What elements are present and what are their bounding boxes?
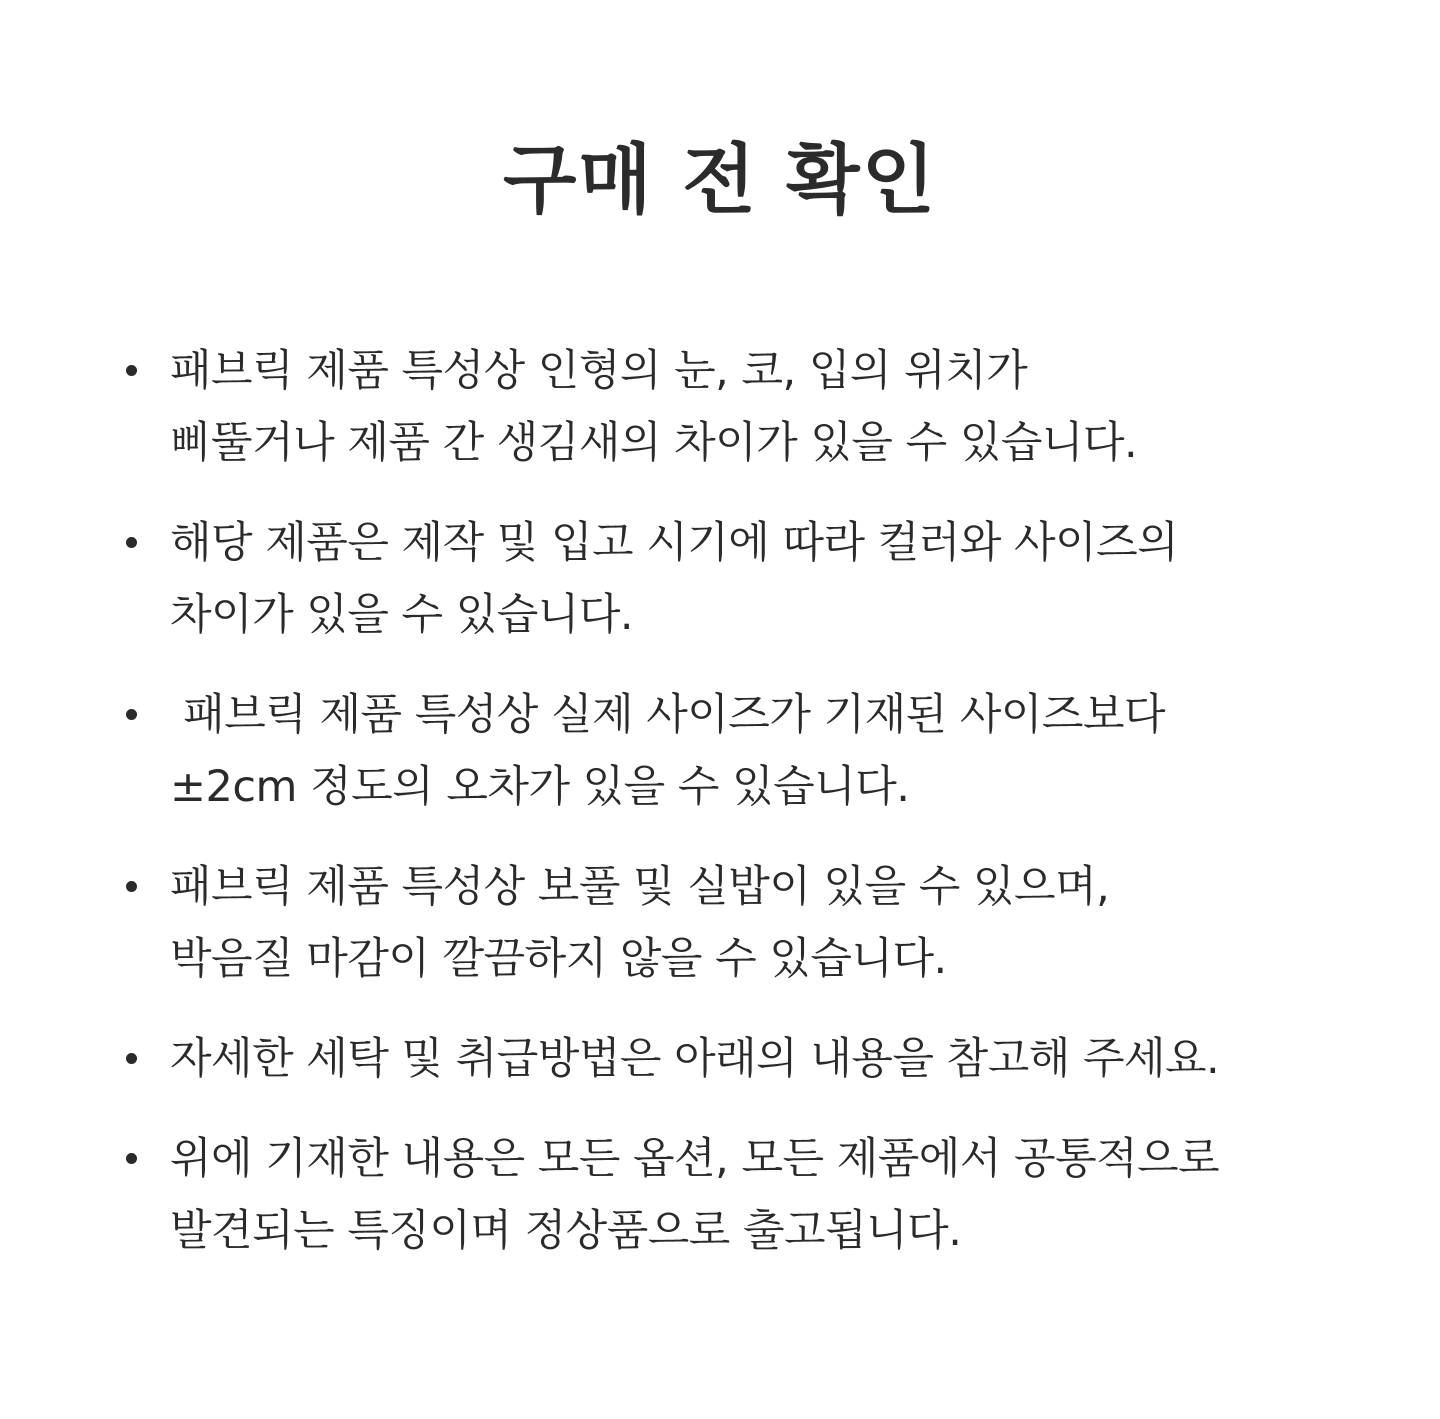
bullet-icon (126, 1153, 137, 1164)
notice-line: 패브릭 제품 특성상 보풀 및 실밥이 있을 수 있으며, (170, 862, 1110, 912)
list-item (120, 851, 1340, 995)
list-item (120, 507, 1340, 651)
notice-line: ±2cm 정도의 오차가 있을 수 있습니다. (170, 762, 910, 812)
list-item (120, 1023, 1340, 1095)
bullet-icon (126, 709, 137, 720)
notice-line: 박음질 마감이 깔끔하지 않을 수 있습니다. (170, 934, 947, 984)
notice-line: 패브릭 제품 특성상 인형의 눈, 코, 입의 위치가 (170, 346, 1028, 396)
notice-line: 패브릭 제품 특성상 실제 사이즈가 기재된 사이즈보다 (170, 690, 1166, 740)
list-item (120, 1123, 1340, 1267)
bullet-icon (126, 881, 137, 892)
notice-line: 자세한 세탁 및 취급방법은 아래의 내용을 참고해 주세요. (170, 1034, 1220, 1084)
notice-line: 위에 기재한 내용은 모든 옵션, 모든 제품에서 공통적으로 (170, 1134, 1220, 1184)
notice-line: 해당 제품은 제작 및 입고 시기에 따라 컬러와 사이즈의 (170, 518, 1179, 568)
bullet-icon (126, 537, 137, 548)
notice-line: 삐뚤거나 제품 간 생김새의 차이가 있을 수 있습니다. (170, 418, 1138, 468)
notice-list (120, 335, 1340, 1295)
list-item (120, 679, 1340, 823)
page-title: 구매 전 확인 (503, 135, 937, 224)
notice-line: 발견되는 특징이며 정상품으로 출고됩니다. (170, 1206, 962, 1256)
bullet-icon (126, 365, 137, 376)
bullet-icon (126, 1053, 137, 1064)
notice-line: 차이가 있을 수 있습니다. (170, 590, 634, 640)
list-item (120, 335, 1340, 479)
